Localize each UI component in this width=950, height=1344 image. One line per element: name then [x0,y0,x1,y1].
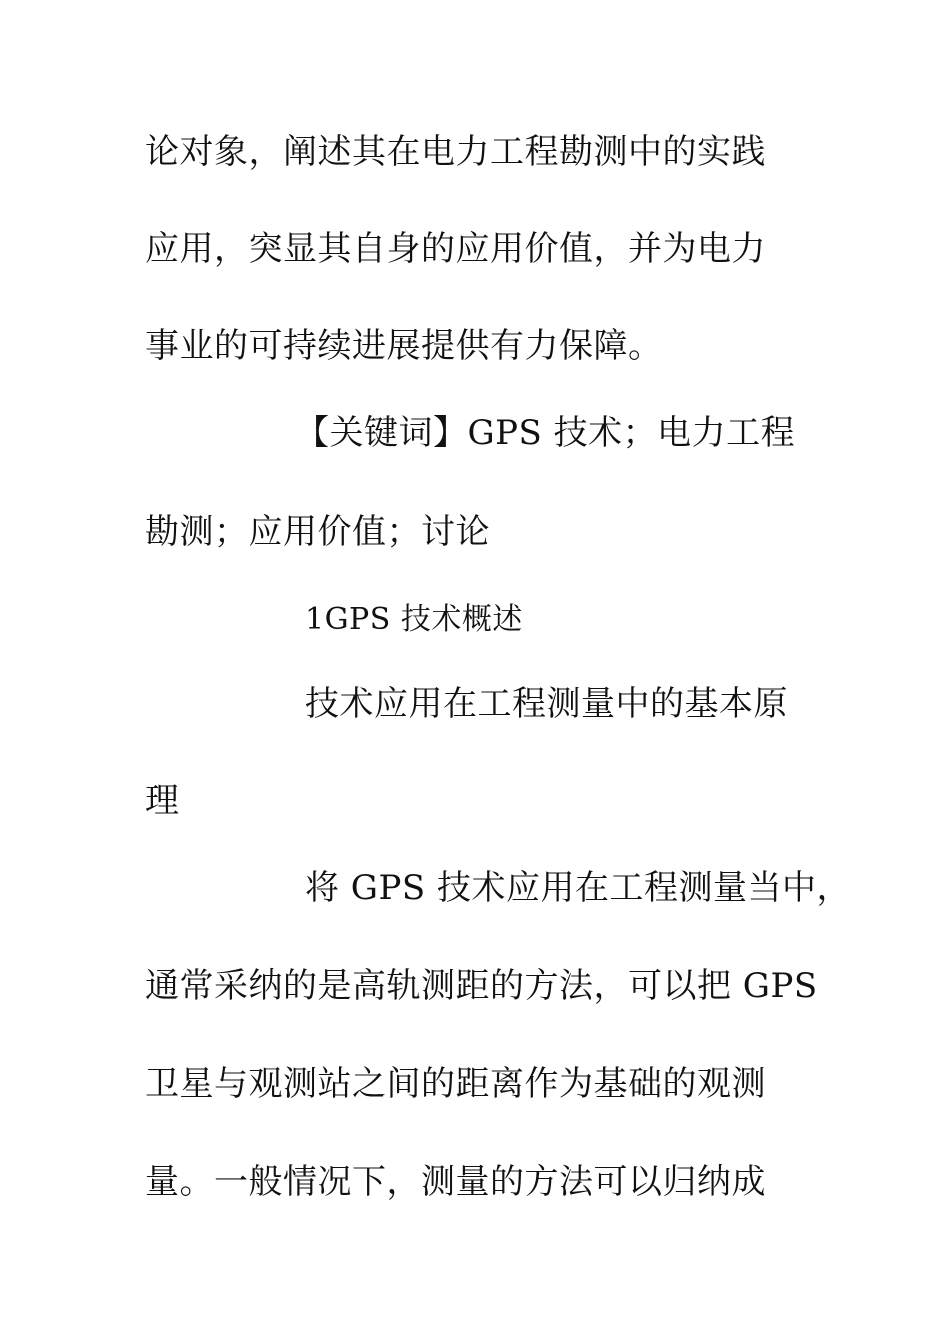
body-text-line: 卫星与观测站之间的距离作为基础的观测 [145,1064,766,1104]
section-heading: 1GPS 技术概述 [305,602,523,637]
keywords-line: 勘测；应用价值；讨论 [145,512,490,552]
subsection-heading: 理 [145,781,180,821]
body-text-line: 事业的可持续进展提供有力保障。 [145,326,663,366]
body-text-line: 论对象，阐述其在电力工程勘测中的实践 [145,132,766,172]
subsection-heading: 技术应用在工程测量中的基本原 [305,684,788,724]
body-text-line: 应用，突显其自身的应用价值，并为电力 [145,229,766,269]
body-text-line: 通常采纳的是高轨测距的方法，可以把 GPS [145,966,818,1006]
body-text-line: 量。一般情况下，测量的方法可以归纳成 [145,1162,766,1202]
body-text-line: 将 GPS 技术应用在工程测量当中， [305,868,851,908]
keywords-line: 【关键词】GPS 技术；电力工程 [295,413,796,453]
